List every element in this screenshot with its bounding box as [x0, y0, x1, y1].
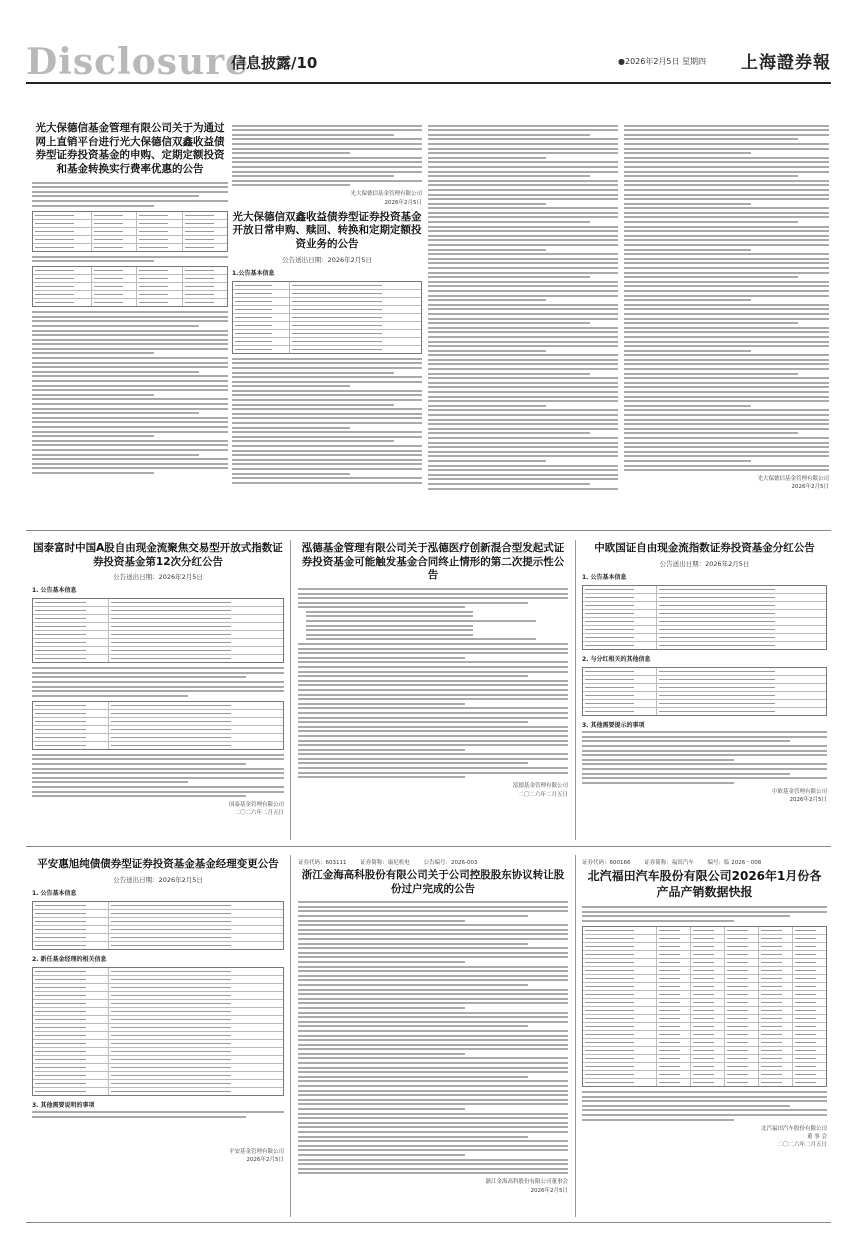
stock-abbr: 证券简称：康尼机电: [360, 860, 410, 866]
signature-company: 光大保德信基金管理有限公司: [757, 476, 829, 483]
dividend-detail-table: [32, 701, 284, 750]
signature-date: 2026年2月5日: [384, 199, 422, 206]
issue-date: ●2026年2月5日 星期四: [618, 57, 707, 66]
stock-abbr: 证券简称：福田汽车: [644, 860, 694, 866]
section-brand: Disclosure: [26, 41, 250, 83]
article-signature: [298, 782, 568, 799]
article-hongde-termination: [298, 542, 568, 842]
article-signature: [32, 1148, 284, 1165]
article-title: 北汽福田汽车股份有限公司2026年1月份各产品产销数据快报: [587, 869, 822, 899]
article-title: 浙江金海高科股份有限公司关于公司控股股东协议转让股份过户完成的公告: [301, 869, 565, 895]
stock-code-line: [298, 858, 568, 866]
column-divider: [575, 540, 576, 840]
column-divider: [290, 540, 291, 840]
article-guangda-fee-discount: [32, 122, 228, 525]
signature-company: 泓德基金管理有限公司: [512, 783, 568, 790]
article-date-line: 公告送出日期：2026年2月5日: [113, 573, 203, 582]
signature-role: 董 事 会: [807, 1133, 827, 1140]
section-heading: 1.公告基本信息: [232, 269, 275, 277]
article-title: 泓德基金管理有限公司关于泓德医疗创新混合型发起式证券投资基金可能触发基金合同终止情形的第二次提示性公告: [301, 542, 565, 582]
signature-date: 2026年2月5日: [791, 484, 829, 491]
page-section-title: 信息披露/10: [231, 54, 318, 72]
section-heading: 3. 其他需要说明的事项: [32, 1101, 95, 1109]
stock-code: 证券代码：600166: [582, 860, 631, 866]
row-divider: [26, 846, 831, 847]
signature-date: 二〇二六年二月五日: [518, 791, 568, 798]
signature-date: 二〇二六年二月五日: [234, 810, 284, 817]
article-signature: [32, 801, 284, 818]
masthead: [26, 40, 831, 84]
article-body: [298, 901, 568, 1174]
column-divider: [575, 855, 576, 1217]
section-heading: 1. 公告基本信息: [32, 587, 77, 595]
article-guotai-dividend: [32, 542, 284, 842]
fee-table: [32, 266, 228, 307]
sales-data-table: [582, 926, 827, 1087]
newspaper-name: 上海證券報: [741, 53, 831, 73]
article-signature: [582, 788, 827, 805]
article-body: [582, 906, 827, 922]
signature-company: 国泰基金管理有限公司: [228, 802, 284, 809]
signature-company: 浙江金海高科股份有限公司董事会: [485, 1179, 568, 1186]
signature-company: 光大保德信基金管理有限公司: [350, 191, 422, 198]
article-title: 光大保德信双鑫收益债券型证券投资基金开放日常申购、赎回、转换和定期定额投资业务的公告: [232, 210, 422, 251]
article-title: 国泰富时中国A股自由现金流聚焦交易型开放式指数证券投资基金第12次分红公告: [33, 542, 283, 568]
signature-company: 中欧基金管理有限公司: [771, 788, 827, 795]
announcement-number: 公告编号：2026-003: [423, 860, 478, 866]
article-continuation: [232, 125, 422, 187]
fund-info-table: [32, 901, 284, 950]
signature-date: 二〇二六年二月五日: [777, 1142, 827, 1149]
signature-date: 2026年2月5日: [789, 797, 827, 804]
signature-date: 2026年2月5日: [246, 1157, 284, 1164]
manager-info-table: [32, 967, 284, 1096]
section-heading: 2. 新任基金经理的相关信息: [32, 955, 107, 963]
section-heading: 3. 其他需要提示的事项: [582, 721, 645, 729]
bottom-rule: [26, 1222, 831, 1223]
signature-company: 北汽福田汽车股份有限公司: [760, 1125, 827, 1132]
fee-table: [32, 211, 228, 252]
stock-code-line: [582, 858, 827, 866]
article-title: 光大保德信基金管理有限公司关于为通过网上直销平台进行光大保德信双鑫收益债券型证券投资基金的申购、定期定额投资和基金转换实行费率优惠的公告: [35, 122, 225, 175]
dividend-table: [32, 598, 284, 663]
dividend-detail-table: [582, 667, 827, 716]
article-date-line: 公告送出日期：2026年2月5日: [282, 255, 372, 264]
article-foton-sales-report: [582, 858, 827, 1218]
section-heading: 2. 与分红相关的其他信息: [582, 655, 651, 663]
article-signature: [232, 190, 422, 207]
article-jinhai-share-transfer: [298, 858, 568, 1218]
article-body: [298, 588, 568, 778]
article-pingan-manager-change: [32, 858, 284, 1218]
signature-date: 2026年2月5日: [530, 1187, 568, 1194]
article-signature: [298, 1178, 568, 1195]
announcement-number: 编号：临 2026－008: [707, 860, 762, 866]
article-guangda-open-day-end: [624, 122, 829, 525]
row-divider: [26, 530, 831, 531]
fund-info-table: [232, 281, 422, 354]
article-signature: [624, 475, 829, 492]
article-date-line: 公告送出日期：2026年2月5日: [113, 875, 203, 884]
signature-company: 平安基金管理有限公司: [228, 1148, 284, 1155]
article-title: 中欧国证自由现金流指数证券投资基金分红公告: [594, 542, 815, 554]
article-guangda-open-day: [232, 122, 422, 525]
article-date-line: 公告送出日期：2026年2月5日: [659, 559, 750, 568]
column-divider: [290, 855, 291, 1217]
article-title: 平安惠旭纯债债券型证券投资基金基金经理变更公告: [37, 858, 279, 870]
article-signature: [582, 1125, 827, 1150]
article-guangda-open-day-cont: [428, 122, 618, 525]
stock-code: 证券代码：603111: [298, 860, 347, 866]
section-heading: 1. 公告基本信息: [582, 573, 627, 581]
article-body: [32, 182, 228, 474]
dividend-table: [582, 585, 827, 650]
section-heading: 1. 公告基本信息: [32, 889, 77, 897]
article-zhongou-dividend: [582, 542, 827, 842]
